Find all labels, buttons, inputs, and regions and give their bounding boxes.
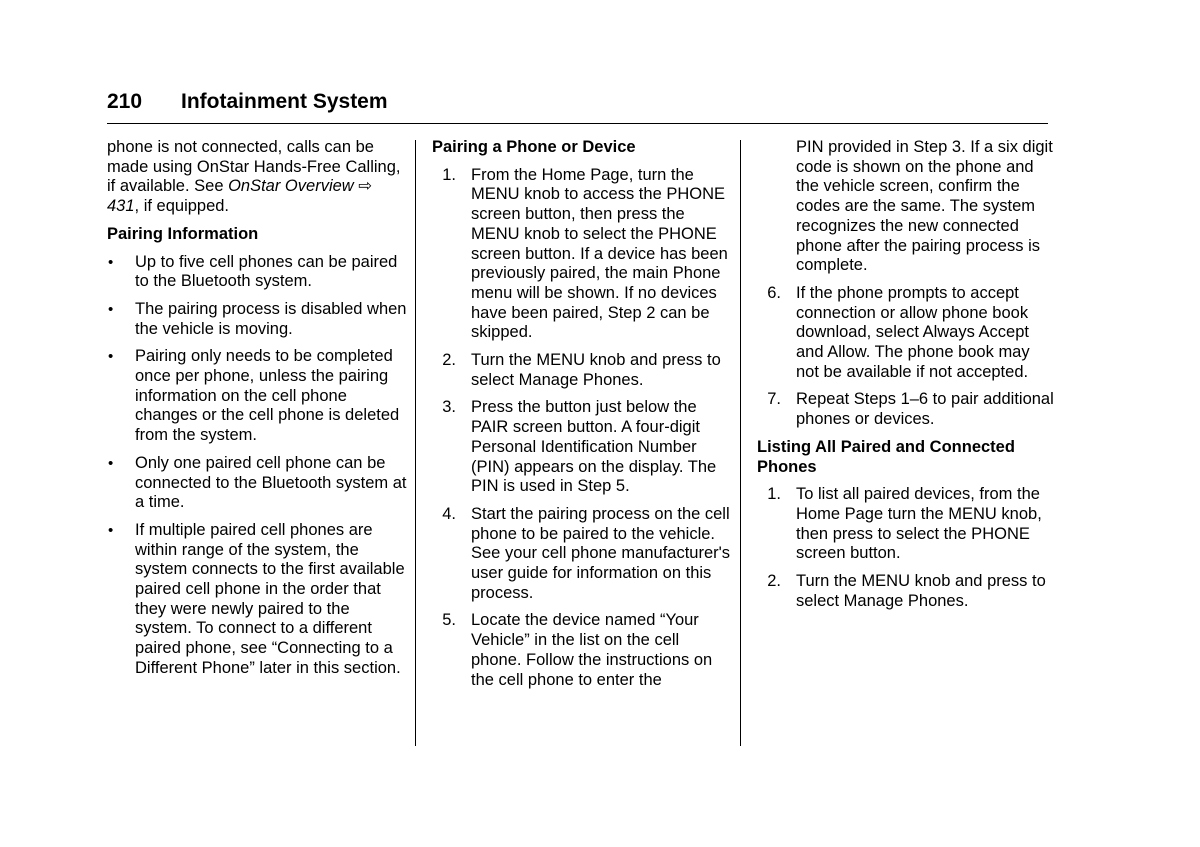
column-3	[757, 138, 1057, 619]
step-item	[757, 284, 1057, 383]
page-ref-arrow-icon: ⇨	[358, 177, 373, 196]
list-item-text: Pairing only needs to be completed once per phone, unless the pairing information on the cell phone changes or the cell phone is deleted from the system.	[135, 347, 400, 445]
step-text: Locate the device named “Your Vehicle” in the list on the cell phone. Follow the instructions on the cell phone to enter the	[471, 611, 713, 689]
step-text: Press the button just below the PAIR screen button. A four-digit Personal Identification Number (PIN) appears on the display. The PIN is used in Step 5.	[471, 398, 717, 496]
list-item	[107, 253, 407, 292]
bullet-icon: •	[108, 521, 114, 539]
step-item	[432, 398, 732, 497]
header-rule	[107, 123, 1048, 124]
intro-paragraph	[107, 138, 407, 217]
step-text: Repeat Steps 1–6 to pair additional phones or devices.	[796, 390, 1054, 429]
list-item	[107, 300, 407, 339]
bullet-icon: •	[108, 348, 114, 366]
listing-steps	[757, 485, 1057, 611]
onstar-overview-link[interactable]: OnStar Overview	[228, 177, 354, 196]
column-2	[432, 138, 732, 698]
list-item-text: Up to five cell phones can be paired to the Bluetooth system.	[135, 252, 398, 291]
list-item	[107, 347, 407, 446]
list-item-text: If multiple paired cell phones are within range of the system, the system connects to the first available paired cell phone in the order that they were newly paired to the system. To connect to a different paired phone, see “Connecting to a Different Phone” later in this section.	[135, 520, 405, 677]
page-header	[107, 88, 388, 116]
column-1	[107, 138, 407, 687]
section-title: Infotainment System	[181, 90, 388, 113]
step-number: 2.	[767, 572, 781, 591]
step-5-continuation: PIN provided in Step 3. If a six digit code is shown on the phone and the vehicle screen, confirm the codes are the same. The system recognizes the new connected phone after the pairing process is complete.	[796, 138, 1053, 275]
column-divider-1	[415, 140, 416, 746]
step-number: 1.	[767, 485, 781, 504]
list-item-text: The pairing process is disabled when the vehicle is moving.	[135, 299, 407, 338]
intro-text: phone is not connected, calls can be made using OnStar Hands-Free Calling, if available. See	[107, 138, 401, 196]
column-divider-2	[740, 140, 741, 746]
step-item	[757, 572, 1057, 611]
step-item	[432, 166, 732, 343]
heading-pairing-information: Pairing Information	[107, 224, 259, 243]
step-number: 3.	[442, 398, 456, 417]
heading-pairing-a-phone: Pairing a Phone or Device	[432, 138, 636, 156]
step-number: 4.	[442, 504, 456, 523]
step-number: 1.	[442, 165, 456, 184]
step-item	[432, 505, 732, 604]
bullet-icon: •	[108, 253, 114, 271]
pairing-info-list	[107, 253, 407, 679]
list-item	[107, 521, 407, 679]
page-reference[interactable]: 431	[107, 197, 135, 216]
step-item	[757, 390, 1057, 429]
step-number: 2.	[442, 351, 456, 370]
step-text: If the phone prompts to accept connection or allow phone book download, select Always Accept and Allow. The phone book may not be available if not accepted.	[796, 283, 1030, 381]
list-item-text: Only one paired cell phone can be connected to the Bluetooth system at a time.	[135, 453, 407, 512]
step-number: 6.	[767, 283, 781, 302]
step-text: From the Home Page, turn the MENU knob to access the PHONE screen button, then press the MENU knob to select the PHONE screen button. If a device has been previously paired, the main Phone menu will be shown. If no devices have been paired, Step 2 can be skipped.	[471, 165, 728, 342]
pairing-steps	[432, 166, 732, 691]
step-text: Turn the MENU knob and press to select Manage Phones.	[796, 572, 1046, 610]
step-text: Turn the MENU knob and press to select Manage Phones.	[471, 351, 721, 389]
bullet-icon: •	[108, 454, 114, 472]
step-item	[432, 351, 732, 390]
heading-listing-paired-phones: Listing All Paired and Connected Phones	[757, 437, 1015, 476]
intro-text-end: , if equipped.	[134, 197, 230, 216]
step-item	[432, 611, 732, 690]
step-text: Start the pairing process on the cell phone to be paired to the vehicle. See your cell phone manufacturer's user guide for information on this process.	[471, 504, 731, 602]
step-number: 7.	[767, 390, 781, 409]
step-item	[757, 485, 1057, 564]
page-number: 210	[107, 90, 143, 113]
list-item	[107, 454, 407, 513]
step-text: To list all paired devices, from the Home Page turn the MENU knob, then press to select the PHONE screen button.	[796, 485, 1042, 563]
step-number: 5.	[442, 611, 456, 630]
pairing-steps-continued	[757, 284, 1057, 430]
bullet-icon: •	[108, 300, 114, 318]
